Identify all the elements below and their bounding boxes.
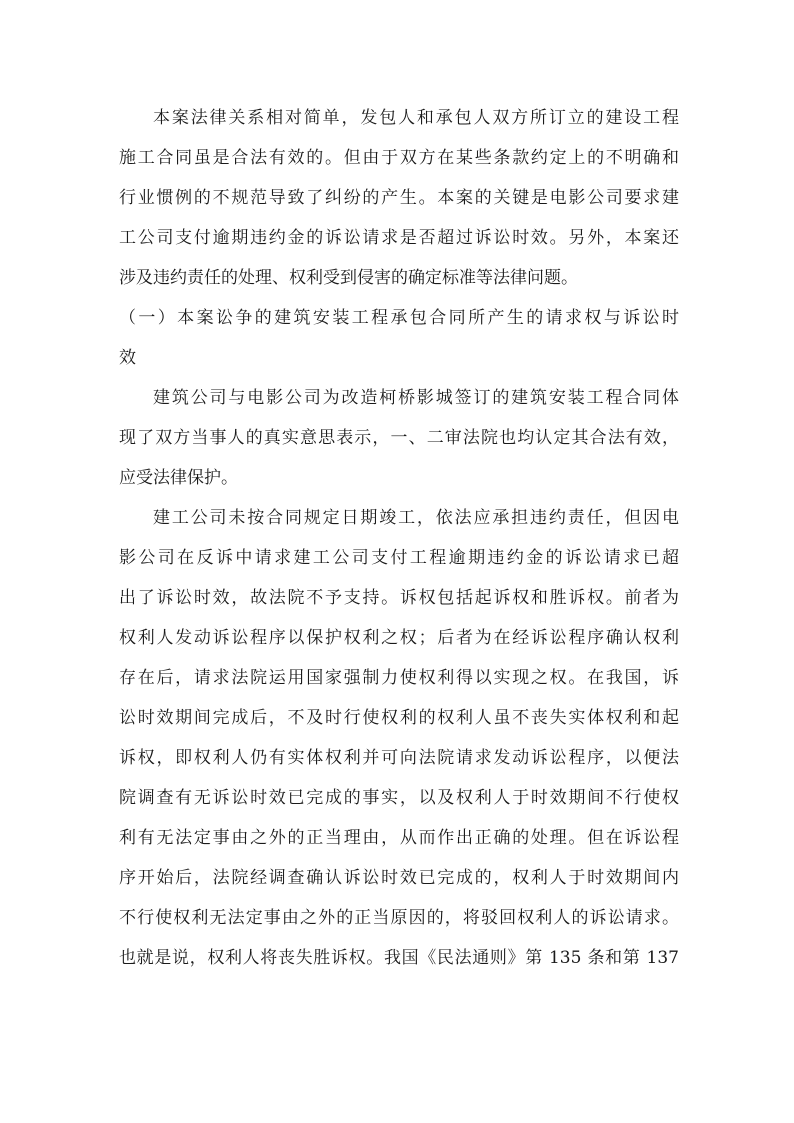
text-line: 存在后，请求法院运用国家强制力使权利得以实现之权。在我国，诉	[119, 668, 679, 688]
text-line: 不行使权利无法定事由之外的正当原因的，将驳回权利人的诉讼请求。	[119, 908, 679, 928]
text-line: 权利人发动诉讼程序以保护权利之权；后者为在经诉讼程序确认权利	[119, 628, 679, 648]
text-line: 应受法律保护。	[119, 468, 238, 488]
text-line: 建筑公司与电影公司为改造柯桥影城签订的建筑安装工程合同体	[153, 388, 679, 408]
text-line: 建工公司未按合同规定日期竣工，依法应承担违约责任，但因电	[153, 508, 679, 528]
text-line: 序开始后，法院经调查确认诉讼时效已完成的，权利人于时效期间内	[119, 868, 679, 888]
document-body	[119, 98, 679, 978]
paragraph-1	[119, 98, 679, 298]
text-line: 影公司在反诉中请求建工公司支付工程逾期违约金的诉讼请求已超	[119, 548, 679, 568]
text-line: 出了诉讼时效，故法院不予支持。诉权包括起诉权和胜诉权。前者为	[119, 588, 679, 608]
text-line: 工公司支付逾期违约金的诉讼请求是否超过诉讼时效。另外，本案还	[119, 228, 679, 248]
text-line: 利有无法定事由之外的正当理由，从而作出正确的处理。但在诉讼程	[119, 828, 679, 848]
text-line: 本案法律关系相对简单，发包人和承包人双方所订立的建设工程	[153, 108, 679, 128]
paragraph-2	[119, 378, 679, 498]
text-line: 现了双方当事人的真实意思表示，一、二审法院也均认定其合法有效，	[119, 428, 679, 448]
text-line: 行业惯例的不规范导致了纠纷的产生。本案的关键是电影公司要求建	[119, 188, 679, 208]
text-line: 涉及违约责任的处理、权利受到侵害的确定标准等法律问题。	[119, 268, 578, 288]
section-heading	[119, 298, 679, 378]
text-line: 也就是说，权利人将丧失胜诉权。我国《民法通则》第 135 条和第 137	[119, 948, 679, 968]
text-line: 院调查有无诉讼时效已完成的事实，以及权利人于时效期间不行使权	[119, 788, 679, 808]
text-line: 施工合同虽是合法有效的。但由于双方在某些条款约定上的不明确和	[119, 148, 679, 168]
heading-line: 效	[119, 348, 136, 368]
text-line: 讼时效期间完成后，不及时行使权利的权利人虽不丧失实体权利和起	[119, 708, 679, 728]
paragraph-3	[119, 498, 679, 978]
text-line: 诉权，即权利人仍有实体权利并可向法院请求发动诉讼程序，以便法	[119, 748, 679, 768]
heading-line: （一）本案讼争的建筑安装工程承包合同所产生的请求权与诉讼时	[119, 308, 679, 328]
